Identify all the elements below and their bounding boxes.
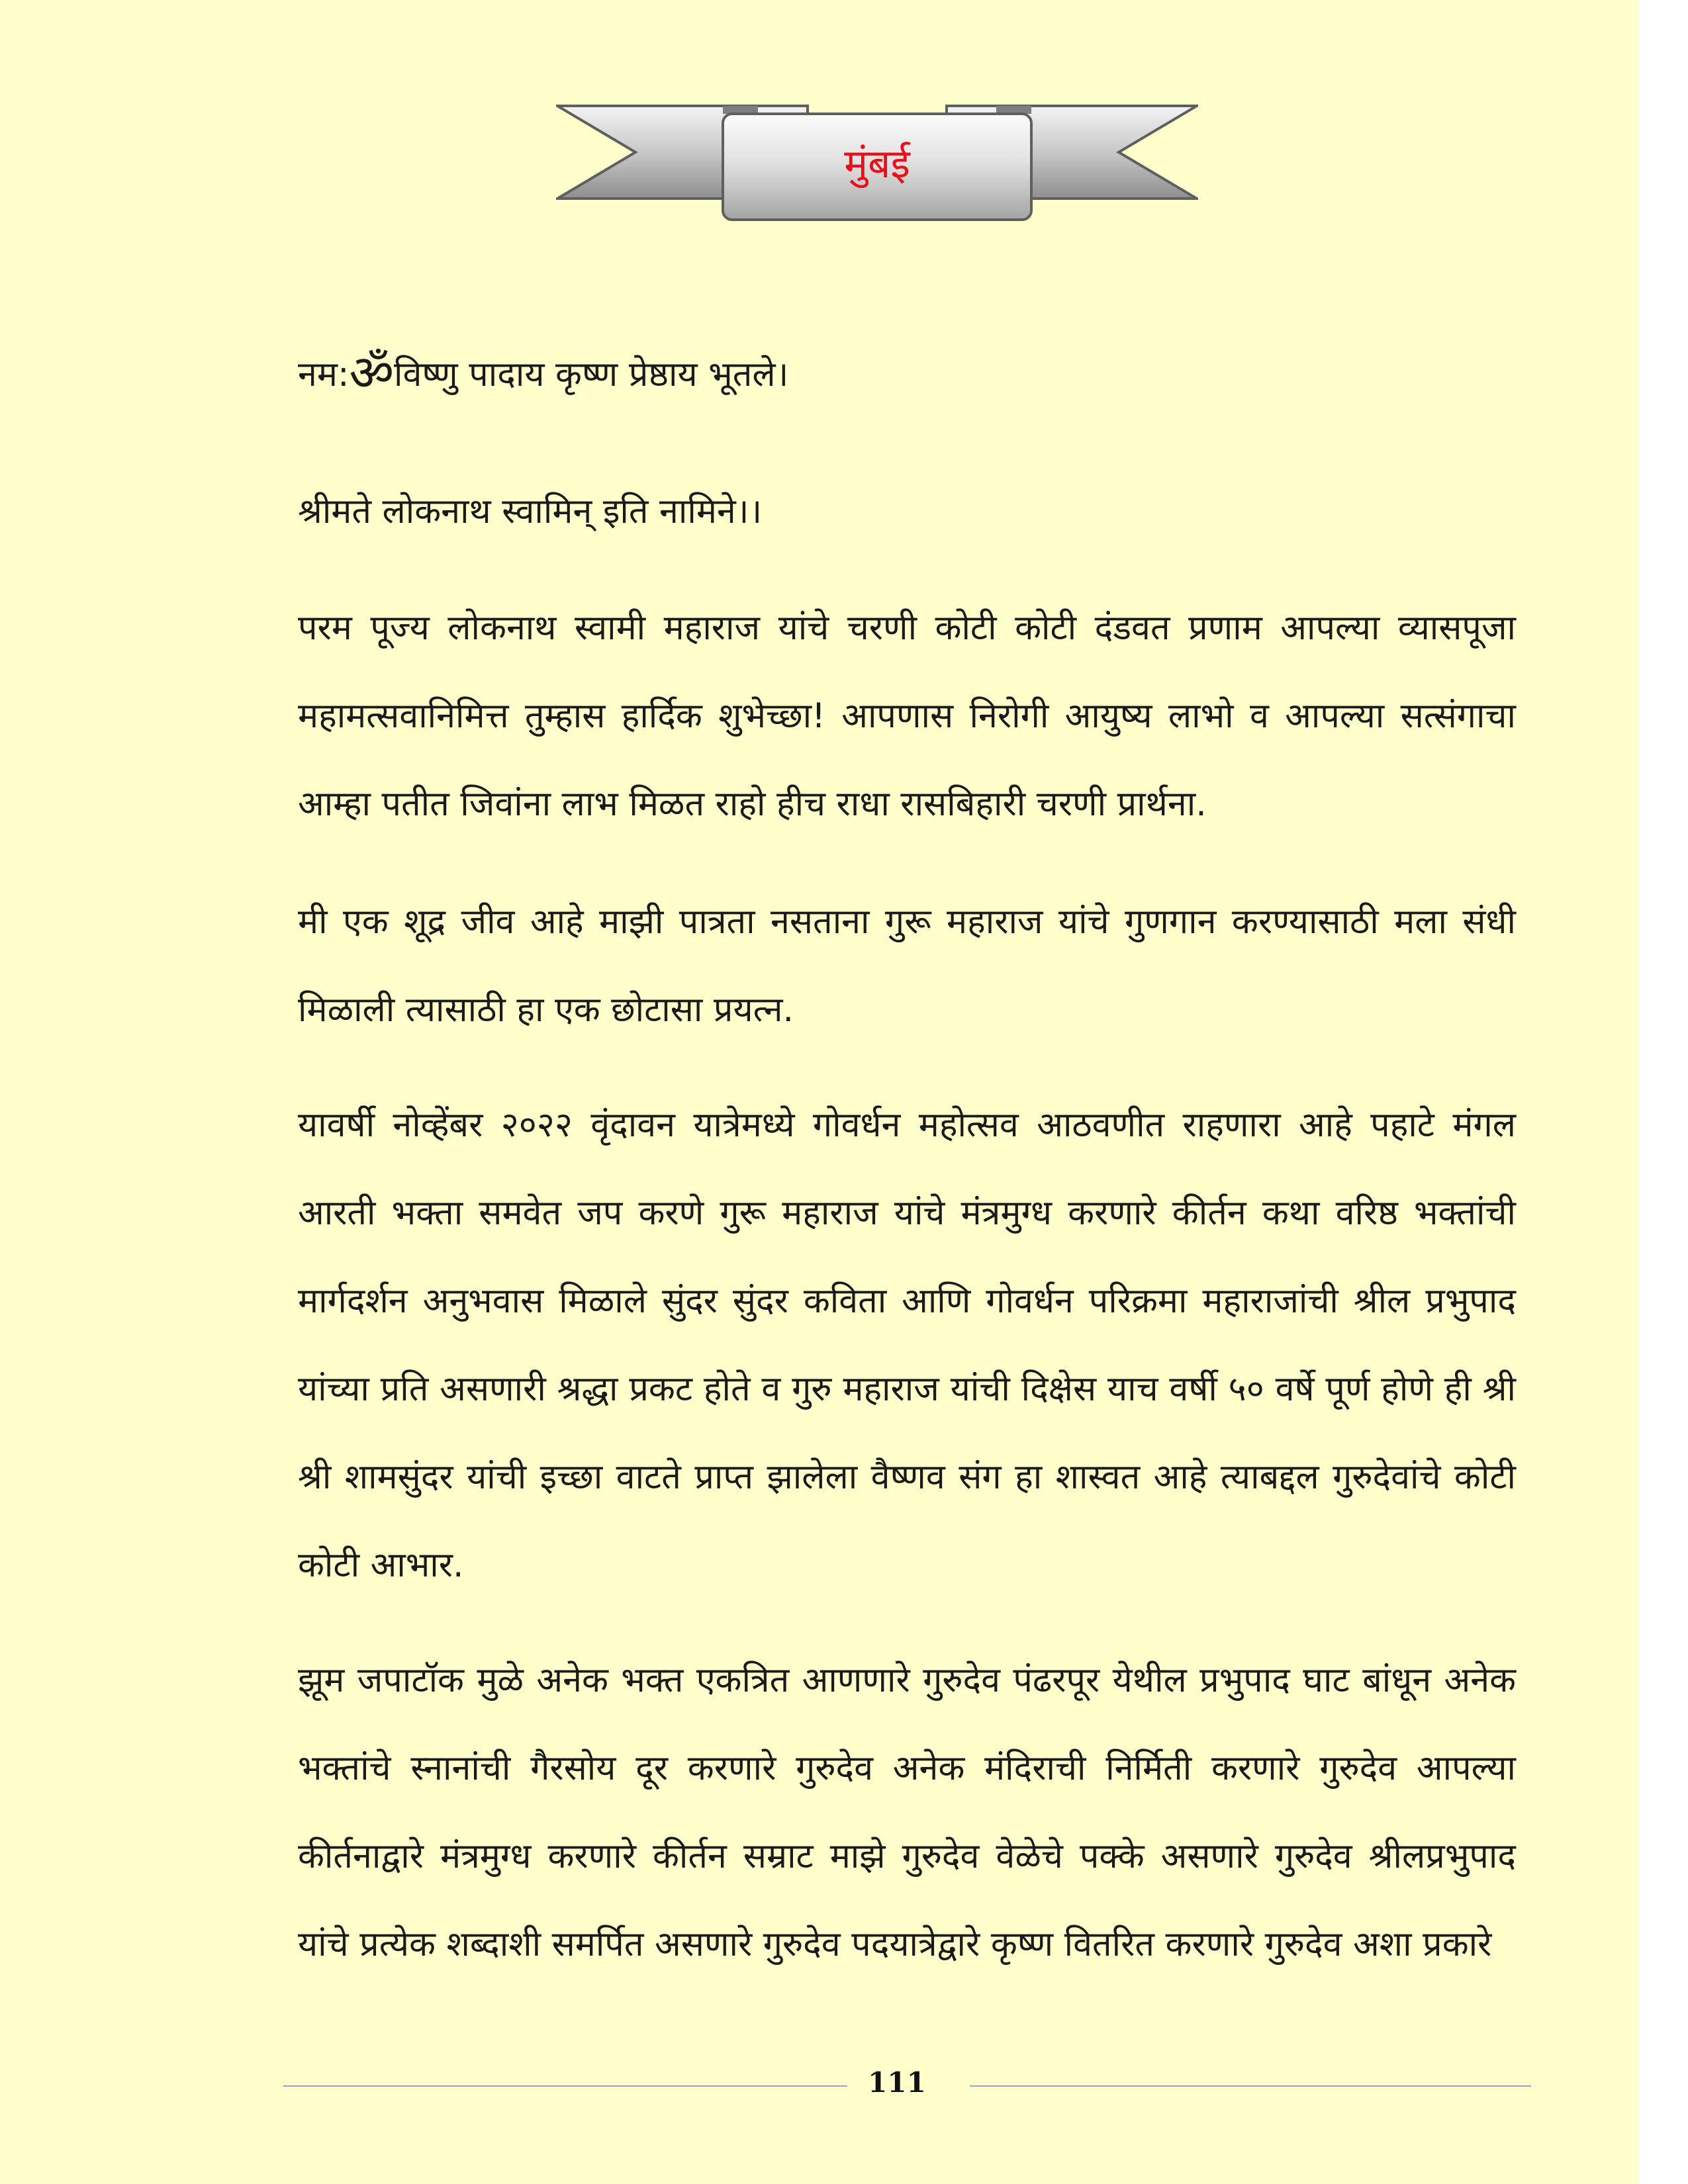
page-margin-strip bbox=[1639, 0, 1688, 2184]
invocation-line bbox=[298, 338, 1516, 404]
paragraph-1: परम पूज्य लोकनाथ स्वामी महाराज यांचे चरणी कोटी कोटी दंडवत प्रणाम आपल्या व्यासपूजा महामत्सवानिमित्त तुम्हास हार्दिक शुभेच्छा! आपणास निरोगी आयुष्य लाभो व आपल्या सत्संगाचा आम्हा पतीत जिवांना लाभ मिळत राहो हीच राधा रासबिहारी चरणी प्रार्थना. bbox=[298, 608, 1516, 824]
footer-rule-right bbox=[970, 2085, 1531, 2087]
title-ribbon-banner bbox=[556, 99, 1198, 225]
om-symbol: ॐ bbox=[349, 345, 394, 402]
page-title: मुंबई bbox=[844, 141, 910, 187]
verse-line: श्रीमते लोकनाथ स्वामिन् इति नामिने।। bbox=[298, 492, 763, 531]
footer-rule-left bbox=[283, 2085, 847, 2087]
paragraph-4: झूम जपाटॉक मुळे अनेक भक्त एकत्रित आणणारे गुरुदेव पंढरपूर येथील प्रभुपाद घाट बांधून अनेक भक्तांचे स्नानांची गैरसोय दूर करणारे गुरुदेव अनेक मंदिराची निर्मिती करणारे गुरुदेव आपल्या कीर्तनाद्वारे मंत्रमुग्ध करणारे कीर्तन सम्राट माझे गुरुदेव वेळेचे पक्के असणारे गुरुदेव श्रीलप्रभुपाद यांचे प्रत्येक शब्दाशी समर्पित असणारे गुरुदेव पदयात्रेद्वारे कृष्ण वितरित करणारे गुरुदेव अशा प्रकारे bbox=[298, 1661, 1516, 1964]
paragraph-2: मी एक शूद्र जीव आहे माझी पात्रता नसताना गुरू महाराज यांचे गुणगान करण्यासाठी मला संधी मिळाली त्यासाठी हा एक छोटासा प्रयत्न. bbox=[298, 902, 1516, 1030]
page-number: 111 bbox=[868, 2066, 926, 2099]
invocation-text: विष्णु पादाय कृष्ण प्रेष्ठाय भूतले। bbox=[393, 355, 789, 394]
paragraph-3: यावर्षी नोव्हेंबर २०२२ वृंदावन यात्रेमध्ये गोवर्धन महोत्सव आठवणीत राहणारा आहे पहाटे मंगल आरती भक्ता समवेत जप करणे गुरू महाराज यांचे मंत्रमुग्ध करणारे कीर्तन कथा वरिष्ठ भक्तांची मार्गदर्शन अनुभवास मिळाले सुंदर सुंदर कविता आणि गोवर्धन परिक्रमा महाराजांची श्रील प्रभुपाद यांच्या प्रति असणारी श्रद्धा प्रकट होते व गुरु महाराज यांची दिक्षेस याच वर्षी ५० वर्षे पूर्ण होणे ही श्री श्री शामसुंदर यांची इच्छा वाटते प्राप्त झालेला वैष्णव संग हा शास्वत आहे त्याबद्दल गुरुदेवांचे कोटी कोटी आभार. bbox=[298, 1105, 1516, 1585]
invocation-prefix: नम: bbox=[298, 355, 350, 394]
